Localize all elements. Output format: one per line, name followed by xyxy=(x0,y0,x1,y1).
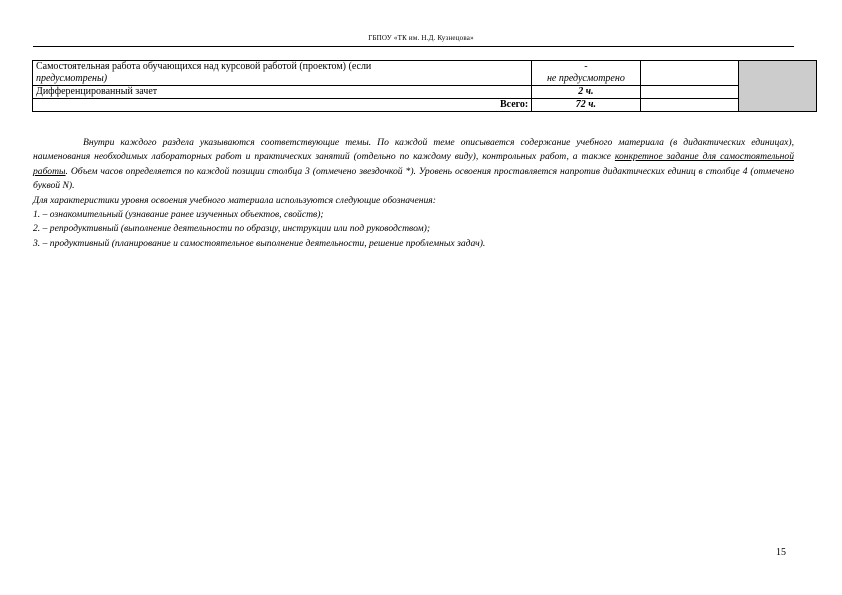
hours-table xyxy=(32,60,817,112)
table-cell-empty xyxy=(640,86,738,99)
table-row xyxy=(33,86,817,99)
table-cell-empty xyxy=(640,61,738,86)
table-row xyxy=(33,61,817,86)
header-divider xyxy=(33,46,794,47)
table-cell-value xyxy=(532,61,640,86)
paragraph: Для характеристики уровня освоения учебного материала используются следующие обозначения: xyxy=(33,194,436,206)
page-number: 15 xyxy=(776,547,786,558)
table-cell-label xyxy=(33,61,532,86)
table-row xyxy=(33,99,817,112)
table-cell-label xyxy=(33,86,532,99)
row-label-continued: предусмотрены) xyxy=(36,73,108,84)
paragraph xyxy=(33,136,794,194)
instructions-text xyxy=(33,136,794,251)
paragraph-text: Внутри каждого раздела указываются соответствующие темы. По каждой теме описывается содержание учебного материала (в дидактических единицах), наименования необходимых лабораторных работ и практических занятий (отдельно по каждому виду), контрольных работ, а также xyxy=(33,137,794,163)
document-header: ГБПОУ «ТК им. Н.Д. Кузнецова» xyxy=(368,34,474,42)
table-cell-value xyxy=(532,86,640,99)
total-label: Всего: xyxy=(499,99,529,110)
row-label: Самостоятельная работа обучающихся над курсовой работой (проектом) (если xyxy=(36,61,372,72)
row-value: 2 ч. xyxy=(578,86,594,97)
list-item: 1. – ознакомительный (узнавание ранее изученных объектов, свойств); xyxy=(33,209,324,221)
value-dash: - xyxy=(584,61,588,72)
list-item: 2. – репродуктивный (выполнение деятельности по образцу, инструкции или под руководством); xyxy=(33,223,431,235)
row-value: не предусмотрено xyxy=(546,73,625,84)
table-cell-empty xyxy=(640,99,738,112)
paragraph-text: . Объем часов определяется по каждой позиции столбца 3 (отмечено звездочкой *). Уровень освоения проставляется напротив дидактических единиц в столбце 4 (отмечено буквой N). xyxy=(33,165,794,192)
row-label: Дифференцированный зачет xyxy=(36,86,158,97)
underlined-phrase: конкретное задание для самостоятельной работы xyxy=(33,151,794,177)
table-cell-label xyxy=(33,99,532,112)
shaded-cell xyxy=(738,61,816,112)
table-cell-value xyxy=(532,99,640,112)
total-value: 72 ч. xyxy=(575,99,597,110)
list-item: 3. – продуктивный (планирование и самостоятельное выполнение деятельности, решение проблемных задач). xyxy=(33,237,486,249)
